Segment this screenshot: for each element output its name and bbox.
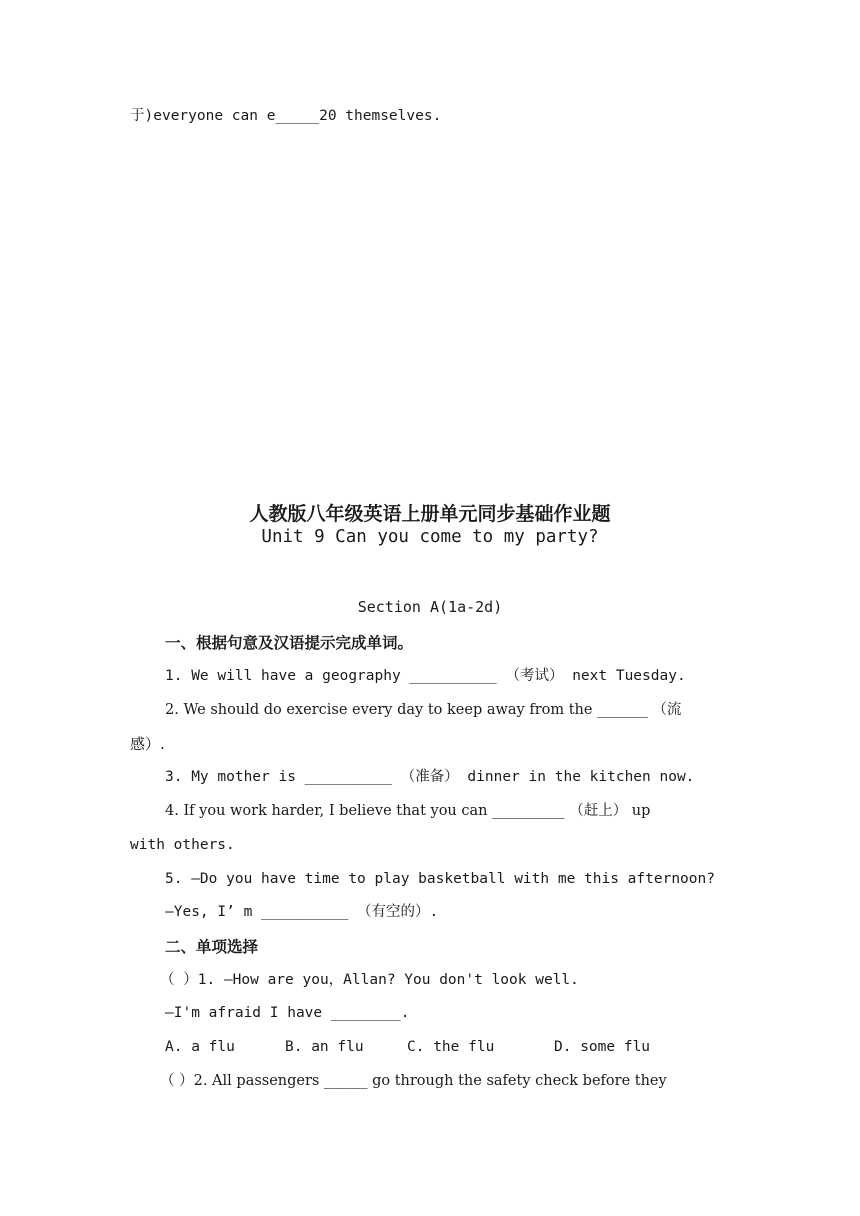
page-title-english: Unit 9 Can you come to my party? — [261, 527, 599, 547]
question-2-1-answer: —I'm afraid I have ________. — [165, 1005, 410, 1021]
option-d: D. some flu — [554, 1039, 651, 1055]
question-1-5-answer: —Yes, I’ m __________ （有空的）. — [165, 904, 439, 920]
question-1-2: 2. We should do exercise every day to keep away from the _______ （流 — [165, 702, 682, 718]
part1-heading: 一、根据句意及汉语提示完成单词。 — [165, 634, 414, 652]
question-1-4: 4. If you work harder, I believe that you can __________ （赶上） up — [165, 803, 651, 819]
option-c: C. the flu — [407, 1039, 495, 1055]
question-2-2: （ ）2. All passengers ______ go through the safety check before they — [160, 1073, 667, 1089]
continued-line: 于)everyone can e_____20 themselves. — [130, 108, 442, 124]
option-a: A. a flu — [165, 1039, 235, 1055]
question-2-1: （ ）1. —How are you，Allan? You don't look well. — [160, 972, 579, 988]
question-1-3: 3. My mother is __________ （准备） dinner in the kitchen now. — [165, 769, 695, 785]
question-1-2-cont: 感）. — [130, 735, 165, 753]
question-1-1: 1. We will have a geography __________ （考试） next Tuesday. — [165, 668, 686, 684]
question-1-4-cont: with others. — [130, 837, 235, 853]
option-b: B. an flu — [285, 1039, 364, 1055]
question-1-5: 5. —Do you have time to play basketball with me this afternoon? — [165, 871, 715, 887]
question-2-1-options — [165, 1037, 730, 1057]
section-label: Section A(1a-2d) — [357, 598, 503, 616]
part2-heading: 二、单项选择 — [165, 938, 259, 956]
page-title-chinese: 人教版八年级英语上册单元同步基础作业题 — [249, 503, 611, 525]
